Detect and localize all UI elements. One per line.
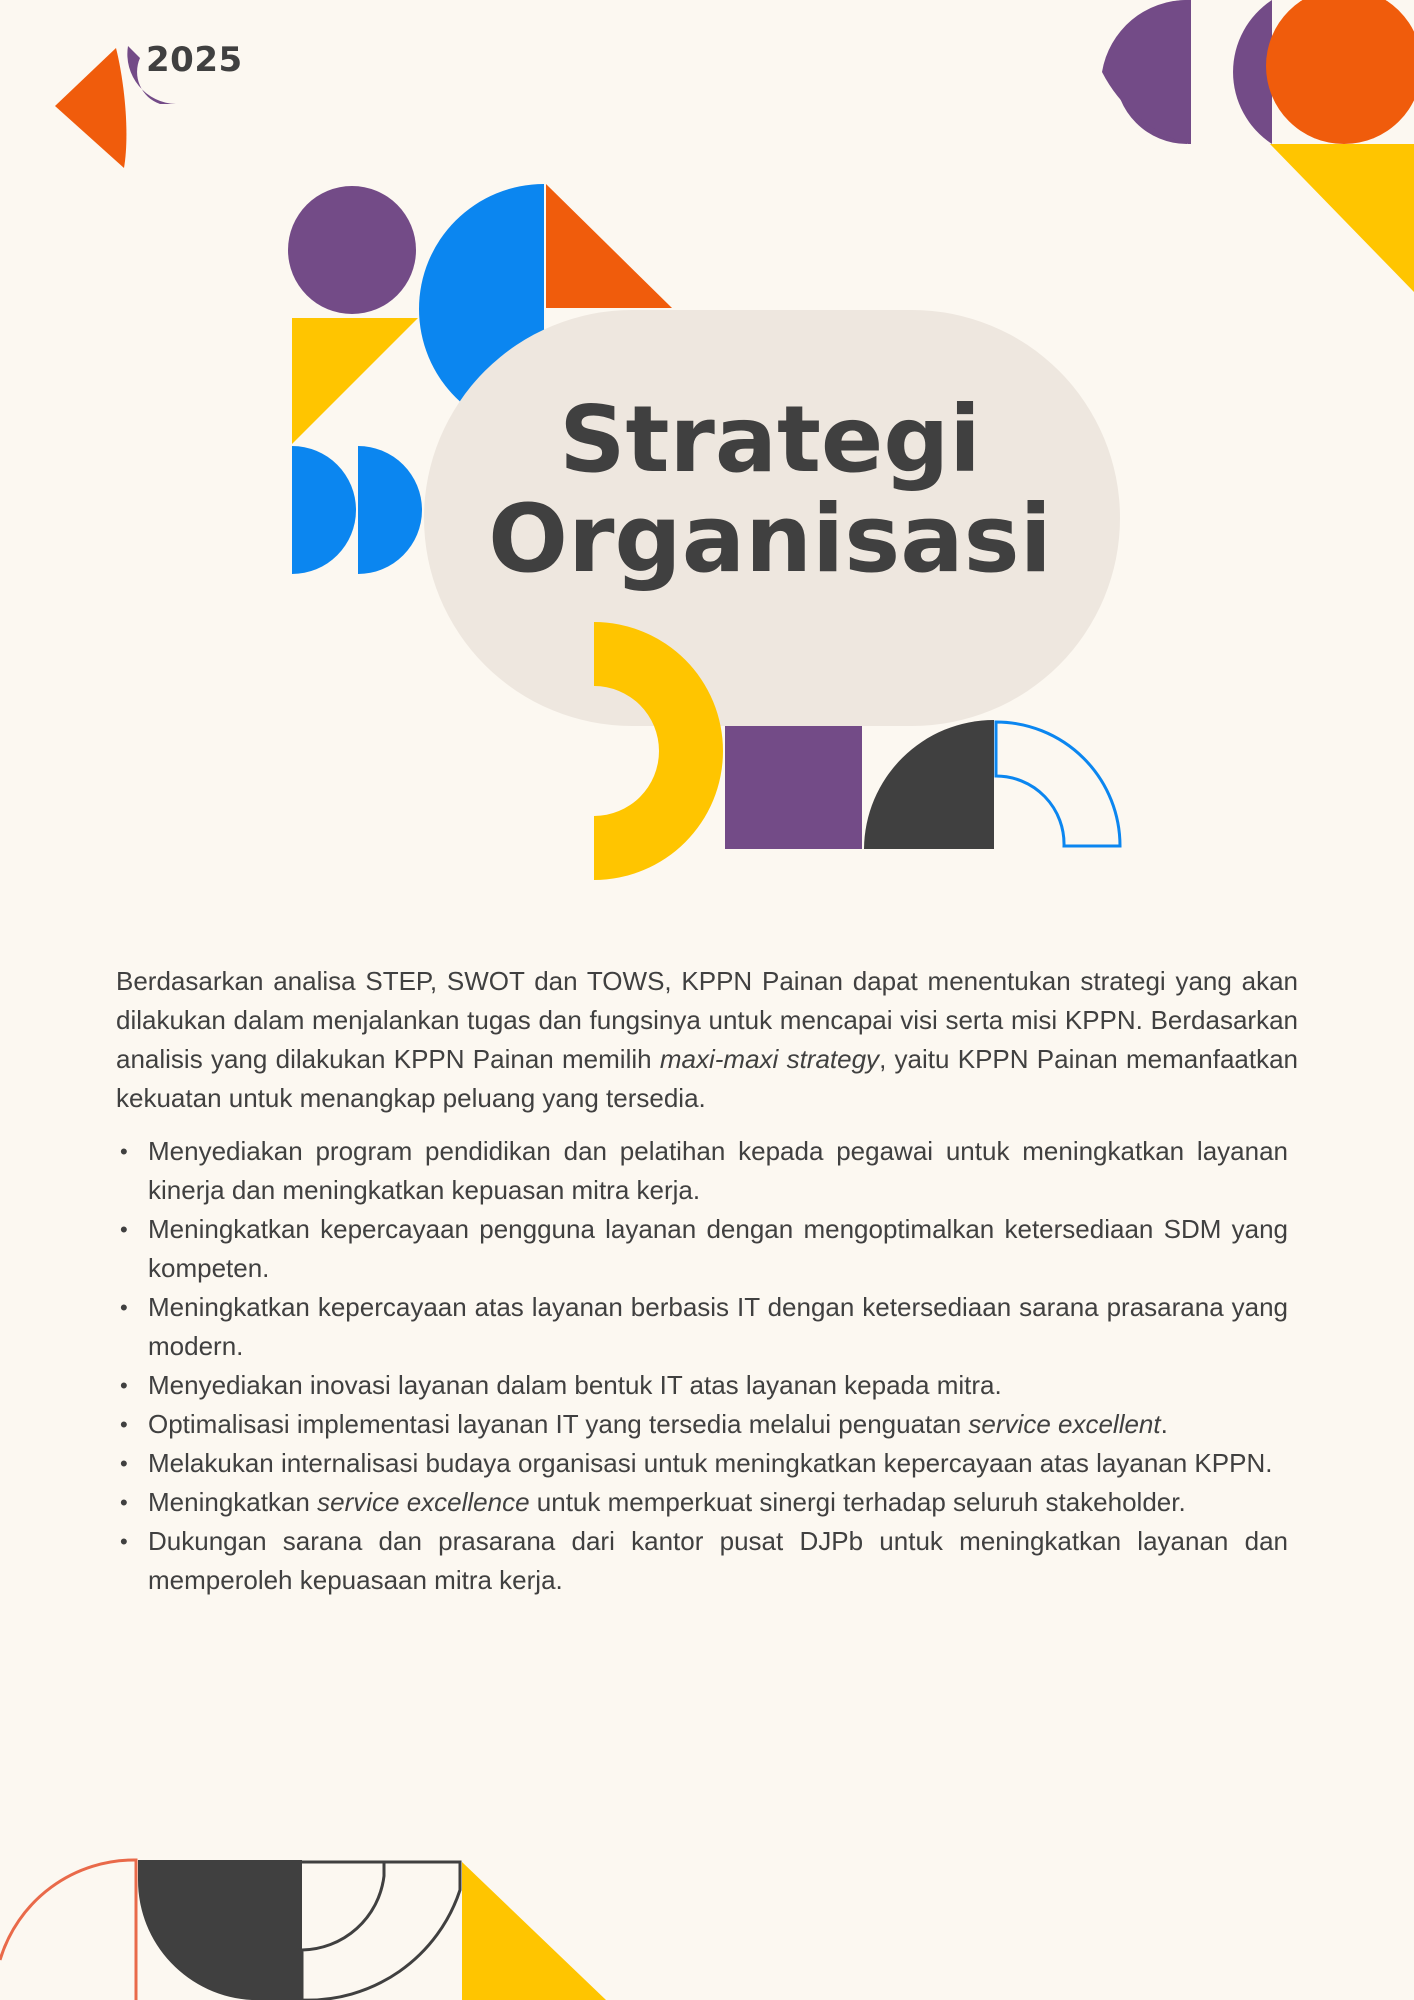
- strategy-item: [148, 1405, 1288, 1444]
- strategy-item: • Menyediakan program pendidikan dan pelatihan kepada pegawai untuk meningkatkan layanan kinerja dan meningkatkan kepuasan mitra kerja.: [148, 1132, 1288, 1210]
- purple-connector: [1188, 0, 1191, 144]
- strategy-item: • Dukungan sarana dan prasarana dari kantor pusat DJPb untuk meningkatkan layanan dan memperoleh kepuasaan mitra kerja.: [148, 1522, 1288, 1600]
- intro-text-part-1: Berdasarkan analisa STEP, SWOT dan TOWS, KPPN Painan dapat menentukan strategi yang akan dilakukan dalam menjalankan tugas dan fungsinya untuk mencapai visi serta misi KPPN. Berdasarkan analisis yang dilakukan KPPN Painan memilih: [116, 966, 1298, 1074]
- intro-paragraph: [116, 962, 1298, 1118]
- strategy-item-text: Meningkatkan: [148, 1487, 318, 1517]
- strategy-item-emphasis: service excellent: [968, 1409, 1161, 1439]
- purple-half-circle-left: [1102, 0, 1188, 144]
- yellow-bottom-triangle: [462, 1862, 606, 2000]
- strategy-item: • Meningkatkan kepercayaan atas layanan berbasis IT dengan ketersediaan sarana prasarana yang modern.: [148, 1288, 1288, 1366]
- orange-circle: [1266, 0, 1414, 144]
- purple-half-circle-right: [1233, 0, 1272, 144]
- logo-orange-shape: [55, 48, 126, 168]
- purple-square: [725, 726, 862, 849]
- strategy-item: • Meningkatkan kepercayaan pengguna layanan dengan mengoptimalkan ketersediaan SDM yang kompeten.: [148, 1210, 1288, 1288]
- strategy-item-text-end: untuk memperkuat sinergi terhadap seluruh stakeholder.: [529, 1487, 1186, 1517]
- blue-outline-arc: [996, 722, 1120, 846]
- orange-outline-quarter-circle: [0, 1860, 136, 2000]
- blue-half-circle-right: [358, 446, 422, 574]
- strategy-item: • Menyediakan inovasi layanan dalam bentuk IT atas layanan kepada mitra.: [148, 1366, 1288, 1405]
- title-line-1: Strategi: [559, 386, 981, 493]
- purple-circle: [288, 186, 416, 314]
- yellow-corner-triangle: [1270, 144, 1414, 292]
- strategy-list: [116, 1132, 1298, 1600]
- page-title: [470, 386, 1070, 594]
- intro-emphasis: maxi-maxi strategy: [659, 1044, 880, 1074]
- outline-arc-bottom: [302, 1862, 460, 2000]
- strategy-item-text-end: .: [1160, 1409, 1168, 1439]
- year-label: 2025: [146, 40, 243, 80]
- title-line-2: Organisasi: [488, 485, 1052, 594]
- dark-quarter-circle: [864, 720, 994, 849]
- blue-half-circle-left: [292, 446, 356, 574]
- strategy-item: • Melakukan internalisasi budaya organisasi untuk meningkatkan kepercayaan atas layanan KPPN.: [148, 1444, 1288, 1483]
- strategy-item: [148, 1483, 1288, 1522]
- content-body: [116, 962, 1298, 1600]
- strategy-item-text: Optimalisasi implementasi layanan IT yang tersedia melalui penguatan: [148, 1409, 969, 1439]
- yellow-triangle: [292, 318, 418, 444]
- orange-triangle: [546, 184, 672, 308]
- strategy-item-emphasis: service excellence: [317, 1487, 530, 1517]
- dark-bottom-shape: [138, 1860, 302, 2000]
- intro-text-part-2: , yaitu KPPN Painan memanfaatkan kekuatan untuk menangkap peluang yang tersedia.: [116, 1044, 1299, 1113]
